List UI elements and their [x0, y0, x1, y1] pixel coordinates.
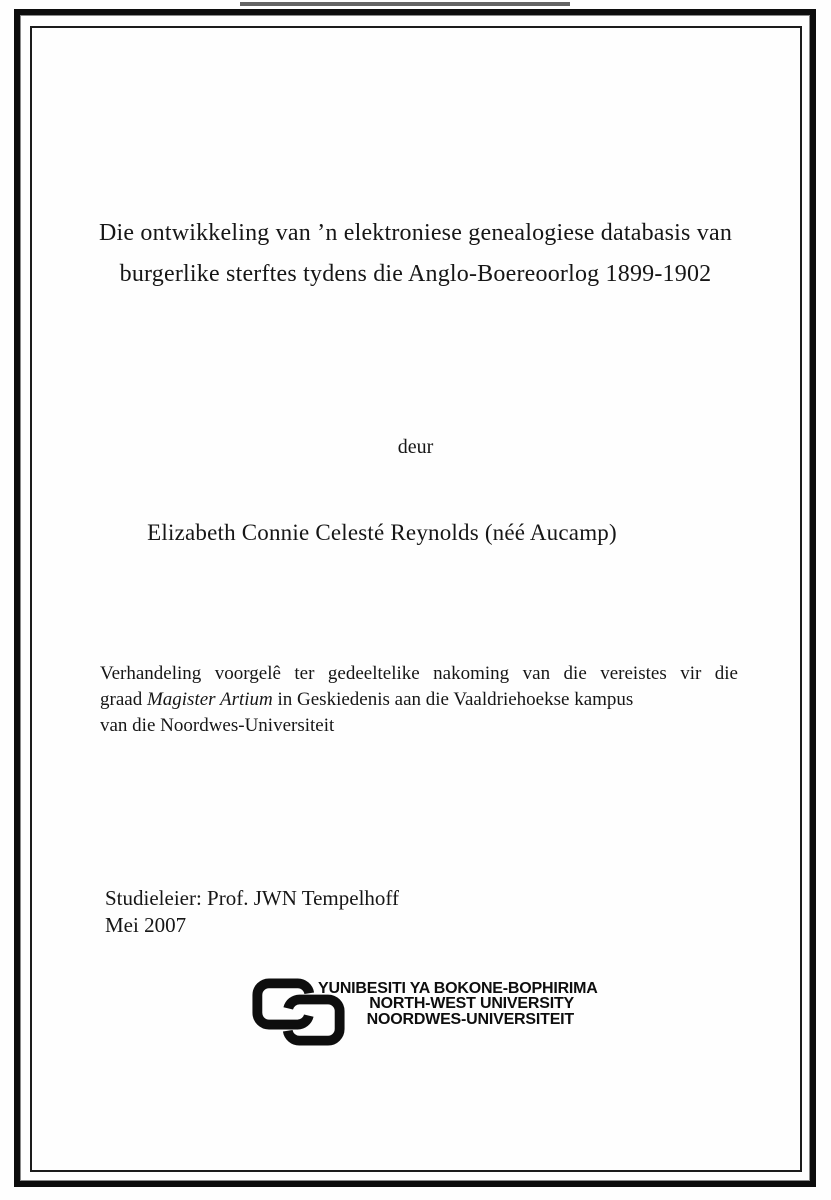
degree-statement-line-1: Verhandeling voorgelê ter gedeeltelike nakoming van die vereistes vir die: [100, 663, 738, 684]
thesis-title-line-1: Die ontwikkeling van ’n elektroniese genealogiese databasis van: [98, 220, 733, 246]
university-name-setswana: YUNIBESITI YA BOKONE-BOPHIRIMA: [318, 980, 598, 997]
thesis-title-line-2: burgerlike sterftes tydens die Anglo-Boereoorlog 1899-1902: [119, 261, 712, 287]
degree-statement-line-3: van die Noordwes-Universiteit: [100, 715, 335, 736]
byline-deur: deur: [397, 436, 434, 458]
university-logo-text: [318, 980, 598, 1028]
degree-statement-line-2: graad Magister Artium in Geskiedenis aan die Vaaldriehoekse kampus: [100, 689, 634, 710]
supervisor-line: Studieleier: Prof. JWN Tempelhoff: [105, 886, 400, 910]
thesis-title: [85, 213, 746, 295]
author-name: Elizabeth Connie Celesté Reynolds (néé Aucamp): [147, 520, 617, 545]
university-name-afrikaans: NOORDWES-UNIVERSITEIT: [366, 1010, 574, 1028]
scan-artifact: [240, 2, 570, 6]
degree-statement: [100, 661, 738, 739]
date-line: Mei 2007: [105, 913, 187, 937]
supervisor-block: [105, 885, 399, 939]
university-name-english: NORTH-WEST UNIVERSITY: [369, 995, 574, 1013]
